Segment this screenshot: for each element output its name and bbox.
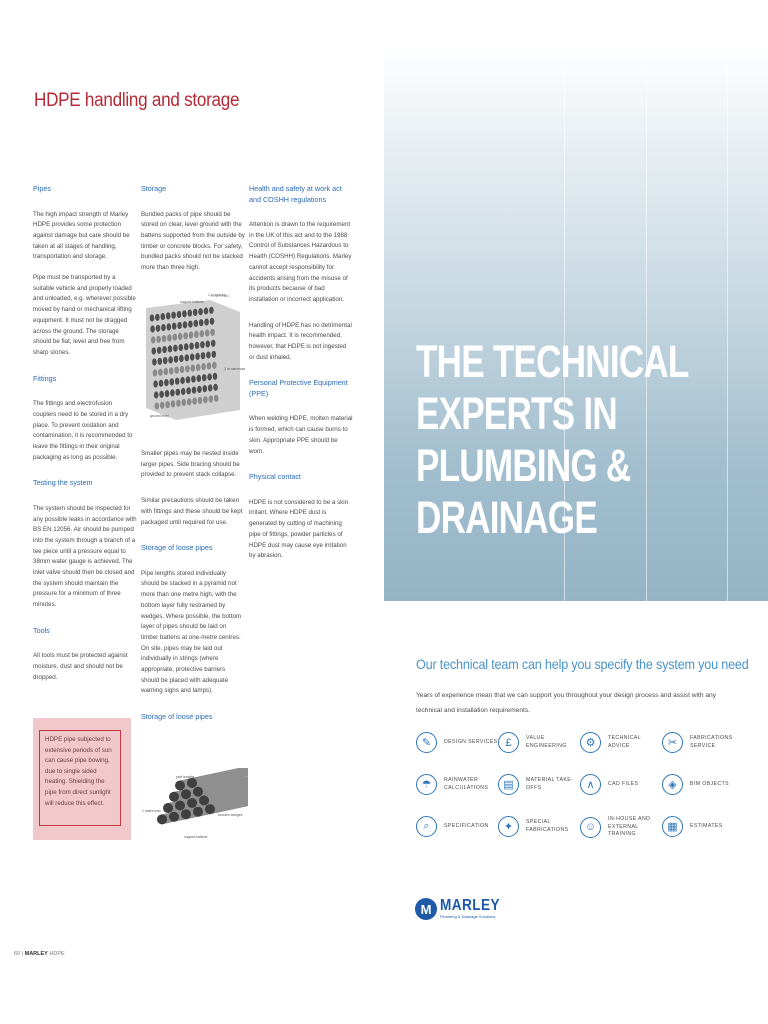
pipes-paragraph-2: Pipe must be transported by a suitable vehicle and properly loaded and unloaded, e.g. wherever possible moved by hand or mechanical lifting equipment. It must not be dragged across the ground. The storage should be flat, level and free from sharp stones. xyxy=(33,274,136,356)
hero-banner xyxy=(384,44,768,601)
cube-icon: ◈ xyxy=(662,774,683,795)
rain-icon: ☂ xyxy=(416,774,437,795)
tools-paragraph: All tools must be protected against moisture, dust and should not be dropped. xyxy=(33,652,128,681)
service-item xyxy=(580,732,664,753)
hero-title-line: EXPERTS IN xyxy=(416,388,617,439)
hero-title-line: THE TECHNICAL xyxy=(416,336,689,387)
page-title: HDPE handling and storage xyxy=(34,90,240,111)
service-label: FABRICATIONS SERVICE xyxy=(690,734,733,749)
service-label: RAINWATER CALCULATIONS xyxy=(444,776,489,791)
hero-divider xyxy=(727,44,728,601)
heading-ppe: Personal Protective Equipment (PPE) xyxy=(249,378,348,398)
service-item xyxy=(662,732,746,753)
heading-loose-pipes: Storage of loose pipes xyxy=(141,543,213,553)
ppe-paragraph: When welding HDPE, molten material is formed, which can cause burns to skin. Appropriate PPE should be worn. xyxy=(249,415,353,455)
heading-tools: Tools xyxy=(33,625,50,635)
pipe-bundle-stack xyxy=(146,300,240,420)
fig2-label-lengths: pipe lengths xyxy=(176,775,195,779)
column-2 xyxy=(141,184,245,274)
footer-page-number: 60 xyxy=(14,951,21,957)
health-safety-paragraph-1: Attention is drawn to the requirement in the UK of this act and to the 1988 Control of Substances Hazardous to Health (COSHH) Regulations. Marley cannot accept responsibility for accidents arising from the misuse of its products because of bad installation or incorrect application. xyxy=(249,221,352,303)
service-item xyxy=(580,774,664,795)
star-icon: ✦ xyxy=(498,816,519,837)
column-2-lower xyxy=(141,449,245,723)
service-item xyxy=(416,816,500,837)
marley-logo-tagline: Plumbing & Drainage Solutions xyxy=(440,914,496,919)
fig2-label-support: support battens xyxy=(184,835,208,839)
fig1-label-spacing: 1 m spacing xyxy=(208,293,227,297)
heading-loose-pipes-2: Storage of loose pipes xyxy=(141,712,213,722)
hero-title-line: DRAINAGE xyxy=(416,492,597,543)
fig1-label-support: support battens xyxy=(180,300,204,304)
heading-testing: Testing the system xyxy=(33,478,93,488)
service-label: CAD FILES xyxy=(608,780,639,787)
health-safety-paragraph-2: Handling of HDPE has no detrimental health impact. It is recommended, however, that HDPE is not ingested or dust inhaled. xyxy=(249,321,352,361)
tools-icon: ✂ xyxy=(662,732,683,753)
service-item xyxy=(498,816,582,837)
service-label: TECHNICAL ADVICE xyxy=(608,734,641,749)
sunlight-callout xyxy=(33,718,131,840)
bundled-pipes-figure xyxy=(140,290,248,428)
footer-brand: MARLEY xyxy=(24,951,48,957)
service-label: SPECIFICATION xyxy=(444,822,489,829)
heading-health-safety: Health and safety at work act and COSHH regulations xyxy=(249,184,342,204)
service-item xyxy=(498,732,582,753)
column-3 xyxy=(249,184,353,562)
fig1-label-max: 3 m maximum xyxy=(224,367,246,371)
service-item xyxy=(662,774,746,795)
service-label: IN-HOUSE AND EXTERNAL TRAINING xyxy=(608,816,651,838)
service-item xyxy=(580,816,664,839)
fig2-label-wedge: wooden wedges xyxy=(218,813,243,817)
page-footer: 60 | MARLEY HDPE xyxy=(14,951,65,957)
service-item xyxy=(662,816,746,837)
testing-paragraph: The system should be inspected for any possible leaks in accordance with BS EN 12056. Air should be pumped into the system through a branch of a tee piece until a pressure equal to 38mm water gauge is achieved. The inlet valve should then be closed and the system should maintain the pressure for a minimum of three minutes. xyxy=(33,504,137,609)
compass-icon: ∧ xyxy=(580,774,601,795)
service-label: MATERIAL TAKE-OFFS xyxy=(526,776,574,791)
hero-title-line: PLUMBING & xyxy=(416,440,631,491)
pencil-icon: ✎ xyxy=(416,732,437,753)
search-icon: ⌕ xyxy=(416,816,437,837)
column-1 xyxy=(33,184,137,684)
service-label: BIM OBJECTS xyxy=(690,780,729,787)
fig1-label-ground: ground level xyxy=(150,414,169,418)
pipes-paragraph-1: The high impact strength of Marley HDPE provides some protection against damage but care should be taken at all stages of handling, transportation and storage. xyxy=(33,210,130,261)
service-item xyxy=(416,774,500,795)
marley-logo-name: MARLEY xyxy=(440,897,500,914)
calculator-icon: ▦ xyxy=(662,816,683,837)
services-heading: Our technical team can help you specify the system you need xyxy=(416,656,749,672)
gear-icon: ⚙ xyxy=(580,732,601,753)
fittings-paragraph: The fittings and electrofusion couplers need to be stored in a dry place. To prevent oxidation and contamination, it is recommended to leave the fittings in their original packaging as long as possible. xyxy=(33,400,133,461)
service-label: ESTIMATES xyxy=(690,822,723,829)
service-label: VALUE ENGINEERING xyxy=(526,734,567,749)
heading-fittings: Fittings xyxy=(33,373,57,383)
heading-physical-contact: Physical contact xyxy=(249,472,301,482)
storage-paragraph-1: Bundled packs of pipe should be stored on clear, level ground with the battens supported from the outside by timber or concrete blocks. For safety, bundled packs should not be stacked more than three high. xyxy=(141,210,245,272)
marley-logo xyxy=(415,898,511,920)
heading-pipes: Pipes xyxy=(33,184,51,193)
service-label: SPECIAL FABRICATIONS xyxy=(526,818,569,833)
fig2-label-height: 1 metre max xyxy=(142,809,161,813)
footer-section: HDPE xyxy=(49,951,65,957)
storage-paragraph-2: Smaller pipes may be nested inside larger pipes. Side bracing should be provided to prevent stack collapse. xyxy=(141,450,240,479)
hero-title xyxy=(416,336,689,544)
service-label: DESIGN SERVICES xyxy=(444,738,498,745)
callout-text: HDPE pipe subjected to extensive periods of sun can cause pipe bowing, due to single sided heating. Shielding the pipe from direct sunlight will reduce this effect. xyxy=(39,730,121,826)
services-body: Years of experience mean that we can support you throughout your design process and assist with any technical and installation requirements. xyxy=(416,692,716,714)
service-item xyxy=(498,774,582,795)
pound-icon: £ xyxy=(498,732,519,753)
heading-storage: Storage xyxy=(141,184,167,193)
physical-contact-paragraph: HDPE is not considered to be a skin irritant. Where HDPE dust is generated by cutting of machining pipe of fittings, powder particles of HDPE dust may cause eye irritation by abrasion. xyxy=(249,498,349,560)
people-icon: ☺ xyxy=(580,817,601,838)
loose-pipes-paragraph: Pipe lengths stored individually should be stacked in a pyramid not more than one metre high, with the bottom layer fully restrained by wedges. Where possible, the bottom layer of pipes should be laid on timber battens at one-metre centres. On site, pipes may be laid out individually in strings (where appropriate, protective barriers should be placed with adequate warning signs and lamps). xyxy=(141,569,242,695)
storage-paragraph-3: Similar precautions should be taken with fittings and these should be kept packaged until required for use. xyxy=(141,497,243,526)
clipboard-icon: ▤ xyxy=(498,774,519,795)
marley-logo-mark: M xyxy=(415,898,437,920)
service-item xyxy=(416,732,500,753)
loose-pipes-figure xyxy=(140,768,248,840)
